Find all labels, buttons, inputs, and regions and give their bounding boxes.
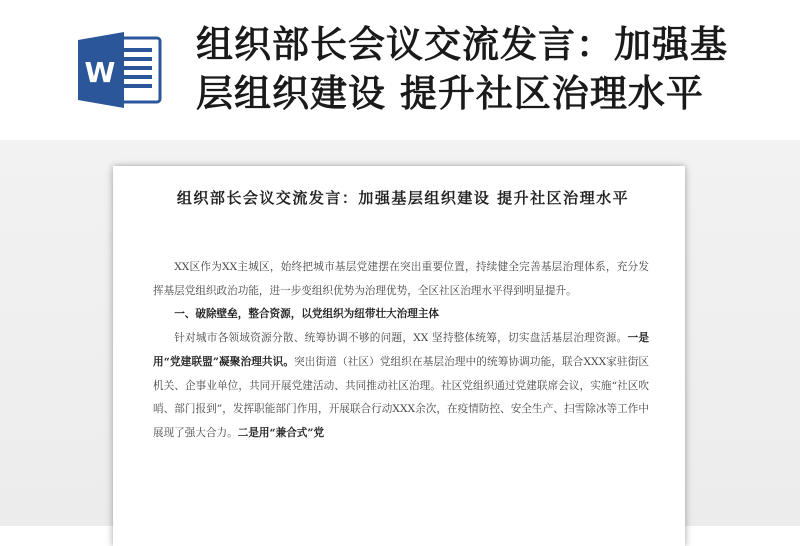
paragraph-text: 突出街道（社区）党组织在基层治理中的统筹协调功能，联合XXX家驻街区机关、企事业单位，共同开展党建活动、共同推动社区治理。社区党组织通过党建联席会议，实施“社区吹哨、部门报到”，发挥职能部门作用，开展联合行动XXX余次，在疫情防控、安全生产、扫雪除冰等工作中展现了强大合力。 (153, 355, 650, 439)
paragraph-bold: 一是用“党建联盟”凝聚治理共识。 (153, 332, 650, 368)
document-title: 组织部长会议交流发言：加强基层组织建设 提升社区治理水平 (176, 189, 630, 207)
word-icon (76, 30, 164, 110)
document-page (113, 166, 685, 546)
word-icon-letter: W (84, 56, 116, 89)
paragraph-text: 针对城市各领域资源分散、统筹协调不够的问题，XX 坚持整体统筹，切实盘活基层治理资源。 (174, 332, 628, 345)
header (0, 0, 800, 140)
section-heading: 一、破除壁垒，整合资源，以党组织为纽带壮大治理主体 (174, 308, 440, 321)
document-body (153, 256, 649, 446)
paragraph (153, 327, 649, 446)
paragraph: XX区作为XX主城区，始终把城市基层党建摆在突出重要位置，持续健全完善基层治理体系，充分发挥基层党组织政治功能，进一步变组织优势为治理优势，全区社区治理水平得到明显提升。 (153, 261, 649, 297)
page-title: 组织部长会议交流发言：加强基 层组织建设 提升社区治理水平 (196, 23, 728, 115)
paragraph-bold: 二是用“兼合式”党 (237, 426, 325, 439)
